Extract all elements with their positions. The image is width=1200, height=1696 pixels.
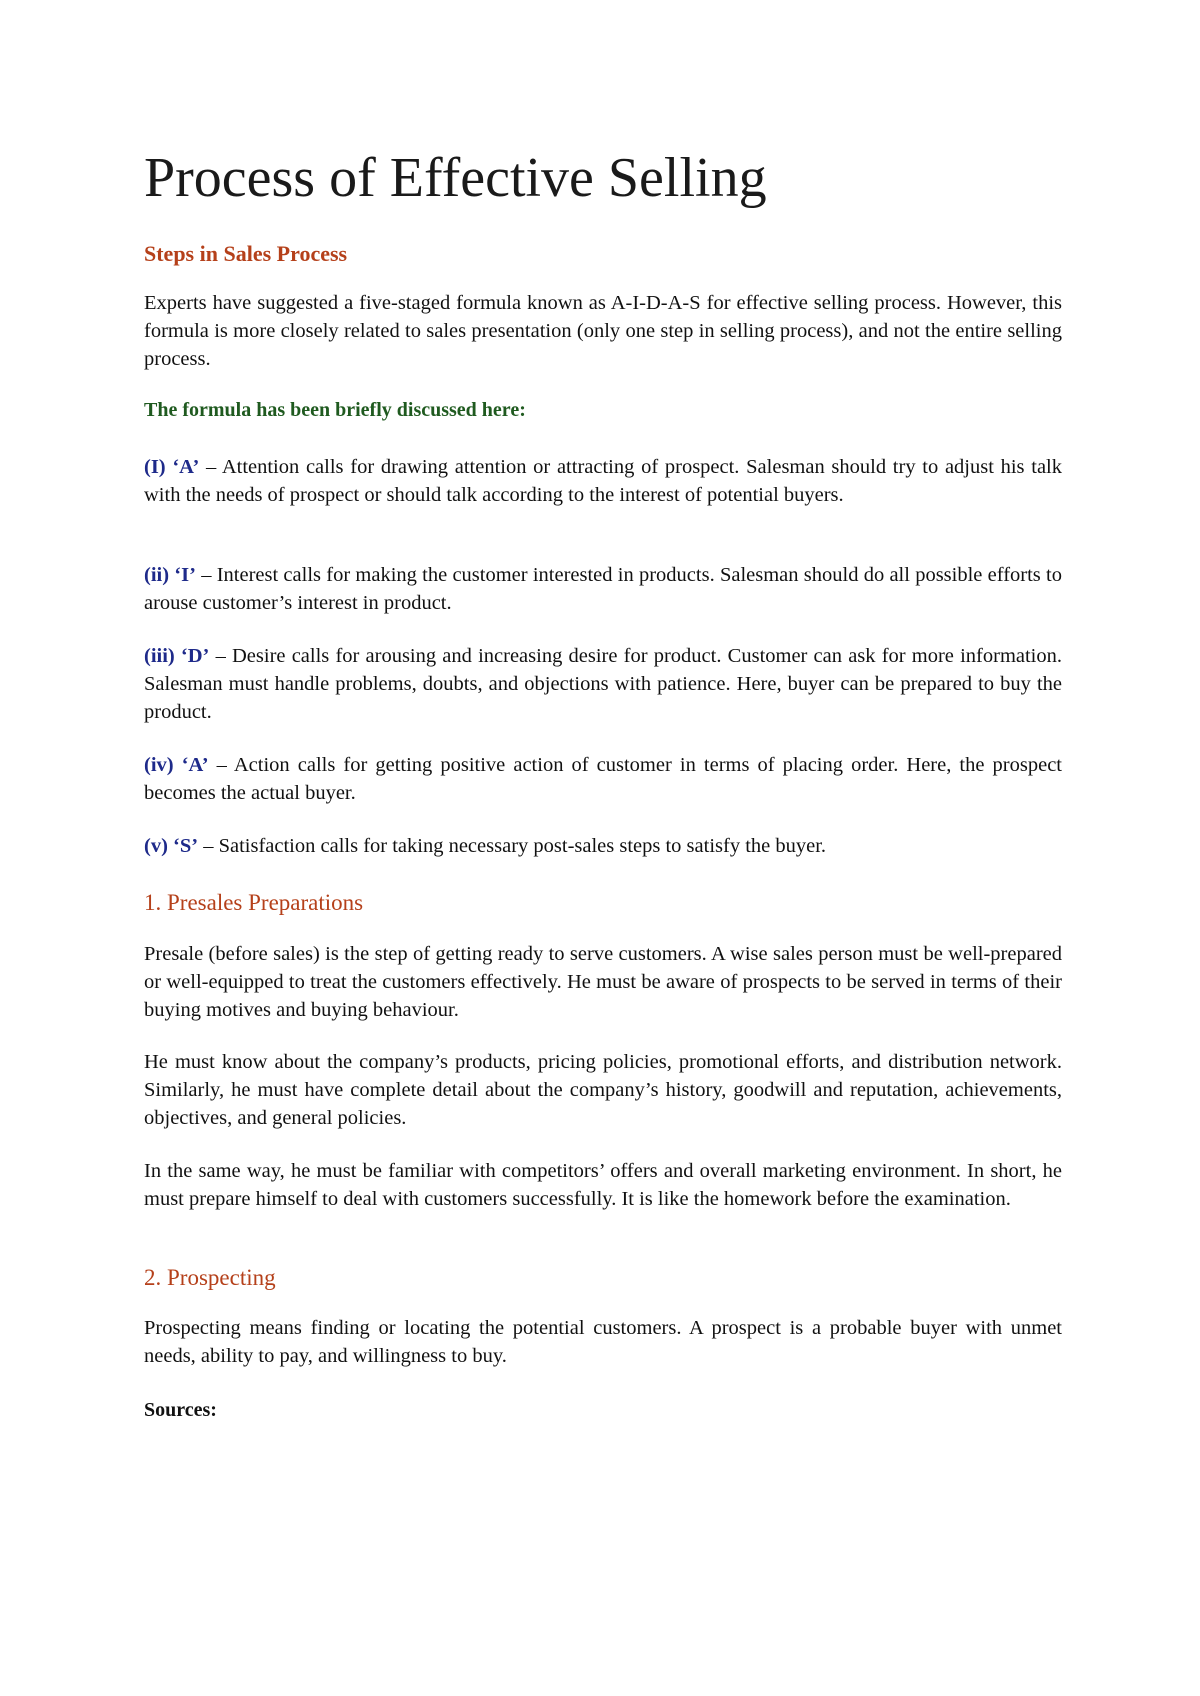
sources-label: Sources:: [144, 1399, 217, 1421]
step-attention: [144, 453, 1062, 509]
step-desire: [144, 642, 1062, 726]
presales-paragraph-2: He must know about the company’s products, pricing policies, promotional efforts, and distribution network. Similarly, he must have complete detail about the company’s history, goodwill and reputation, achievements, objectives, and general policies.: [144, 1051, 1062, 1129]
presales-paragraph-1: Presale (before sales) is the step of getting ready to serve customers. A wise sales person must be well-prepared or well-equipped to treat the customers effectively. He must be aware of prospects to be served in terms of their buying motives and buying behaviour.: [144, 943, 1062, 1021]
step-text: – Action calls for getting positive action of customer in terms of placing order. Here, the prospect becomes the actual buyer.: [144, 754, 1062, 804]
step-interest: [144, 561, 1062, 617]
prospecting-paragraph: Prospecting means finding or locating the potential customers. A prospect is a probable buyer with unmet needs, ability to pay, and willingness to buy.: [144, 1317, 1062, 1367]
intro-paragraph: Experts have suggested a five-staged formula known as A-I-D-A-S for effective selling process. However, this formula is more closely related to sales presentation (only one step in selling process), and not the entire selling process.: [144, 292, 1062, 370]
step-label: (iv) ‘A’: [144, 754, 209, 776]
step-label: (v) ‘S’: [144, 835, 199, 857]
step-text: – Attention calls for drawing attention or attracting of prospect. Salesman should try to adjust his talk with the needs of prospect or should talk according to the interest of potential buyers.: [144, 456, 1062, 506]
steps-subheading: Steps in Sales Process: [144, 241, 348, 266]
page-title: Process of Effective Selling: [144, 147, 767, 209]
section-presales-heading: 1. Presales Preparations: [144, 890, 364, 915]
step-text: – Satisfaction calls for taking necessary post-sales steps to satisfy the buyer.: [198, 835, 827, 857]
step-action: [144, 751, 1062, 807]
presales-paragraph-3: In the same way, he must be familiar with competitors’ offers and overall marketing environment. In short, he must prepare himself to deal with customers successfully. It is like the homework before the examination.: [144, 1160, 1062, 1210]
step-label: (iii) ‘D’: [144, 645, 210, 667]
step-text: – Interest calls for making the customer interested in products. Salesman should do all possible efforts to arouse customer’s interest in product.: [144, 564, 1062, 614]
step-label: (I) ‘A’: [144, 456, 200, 478]
section-prospecting-heading: 2. Prospecting: [144, 1265, 276, 1290]
step-satisfaction: [144, 832, 1062, 860]
step-text: – Desire calls for arousing and increasing desire for product. Customer can ask for more information. Salesman must handle problems, doubts, and objections with patience. Here, buyer can be prepared to buy the product.: [144, 645, 1063, 723]
step-label: (ii) ‘I’: [144, 564, 196, 586]
formula-heading: The formula has been briefly discussed here:: [144, 399, 526, 421]
